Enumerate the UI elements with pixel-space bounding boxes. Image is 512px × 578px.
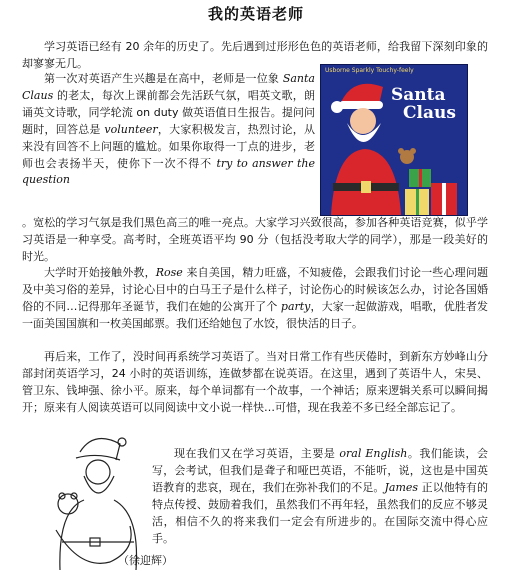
paragraph-1-text: 学习英语已经有 20 余年的历史了。先后遇到过形形色色的英语老师，给我留下深刻印象的却寥寥无几。	[22, 40, 488, 70]
paragraph-3-text: 大学时开始接触外教，	[44, 266, 156, 279]
james-name: James	[384, 480, 419, 494]
paragraph-4-text: 再后来，工作了，没时间再系统学习英语了。当对日常工作有些厌倦时，到新东方妙峰山分部封闭英语学习，24 小时的英语训练，连做梦都在说英语。在这里，遇到了英语牛人，宋昊、管卫东、钱坤强、徐小平。原来，每个单词都有一个故事，一个神话；原来逻辑关系可以瞬间揭开；原来有人阅读英语可以同阅读中文小说一样快…可惜，现在我差不多已经全部忘记了。	[22, 350, 488, 414]
santa-illustration-icon	[321, 65, 468, 216]
book-title-line2: Claus	[403, 103, 456, 123]
santa-book-cover-image	[320, 64, 468, 216]
paragraph-2	[22, 71, 315, 189]
santa-claus-term: Santa Claus	[22, 72, 315, 102]
paragraph-5	[152, 446, 488, 547]
rose-name: Rose	[155, 266, 183, 279]
paragraph-2-continued	[22, 215, 488, 266]
book-series-label: Usborne Sparkly Touchy-feely	[325, 67, 414, 74]
party-term: party	[280, 299, 311, 313]
paragraph-2-text-rest: ，大家积极发言，热烈讨论，从来没有回答不上问题的尴尬。如果你取得一丁点的进步，老师也会表扬半天，使你下一次不得不	[22, 122, 316, 170]
author-signature: （徐迎辉）	[118, 554, 173, 567]
paragraph-3	[22, 265, 488, 333]
article-title: 我的英语老师	[207, 5, 304, 23]
book-title-line1: Santa	[391, 85, 446, 105]
paragraph-3-text-end: ，大家一起做游戏，唱歌，优胜者发一面美国国旗和一枚美国邮票。我们还给她包了水饺，很快活的日子。	[22, 299, 489, 330]
paragraph-4	[22, 349, 488, 417]
volunteer-term: volunteer	[104, 122, 158, 136]
try-to-answer-term: try to answer the question	[22, 156, 315, 187]
paragraph-5-text-mid: 。我们能读，会写，会考试，但我们是聋子和哑巴英语，不能听，说，这也是中国英语教育的悲哀，现在，我们在弥补我们的不足。	[152, 447, 489, 494]
paragraph-2-text: 第一次对英语产生兴趣是在高中，老师是一位象	[44, 72, 283, 85]
paragraph-2-text-end: 。宽松的学习气氛是我们黑色高三的唯一亮点。大家学习兴致很高，参加各种英语竞赛，似乎学习英语是一种享受。高考时，全班英语平均 90 分（包括没考取大学的同学），那是一段美好的时光。	[22, 216, 488, 263]
paragraph-2-text-mid: 的老太，每次上课前都会先活跃气氛，唱英文歌，朗诵英文诗歌，同学轮流 on duty 做英语值日生报告。提问问题时，回答总是	[22, 88, 315, 136]
paragraph-5-text: 现在我们又在学习英语，主要是	[174, 447, 340, 460]
oral-english-term: oral English	[339, 447, 408, 460]
paragraph-5-text-end: 正以他特有的特点传授、鼓励着我们，虽然我们不再年轻，虽然我们的反应不够灵活，相信不久的将来我们一定会有所进步的。在国际交流中得心应手。	[152, 480, 489, 545]
paragraph-3-text-mid: 来自美国，精力旺盛，不知疲倦，会跟我们讨论一些心理问题及中美习俗的差异，讨论心目中的白马王子是什么样子，讨论伤心的时候该怎么办，讨论各国婚俗的不同…记得那年圣诞节，我们在她的公寓开了个	[22, 266, 489, 313]
